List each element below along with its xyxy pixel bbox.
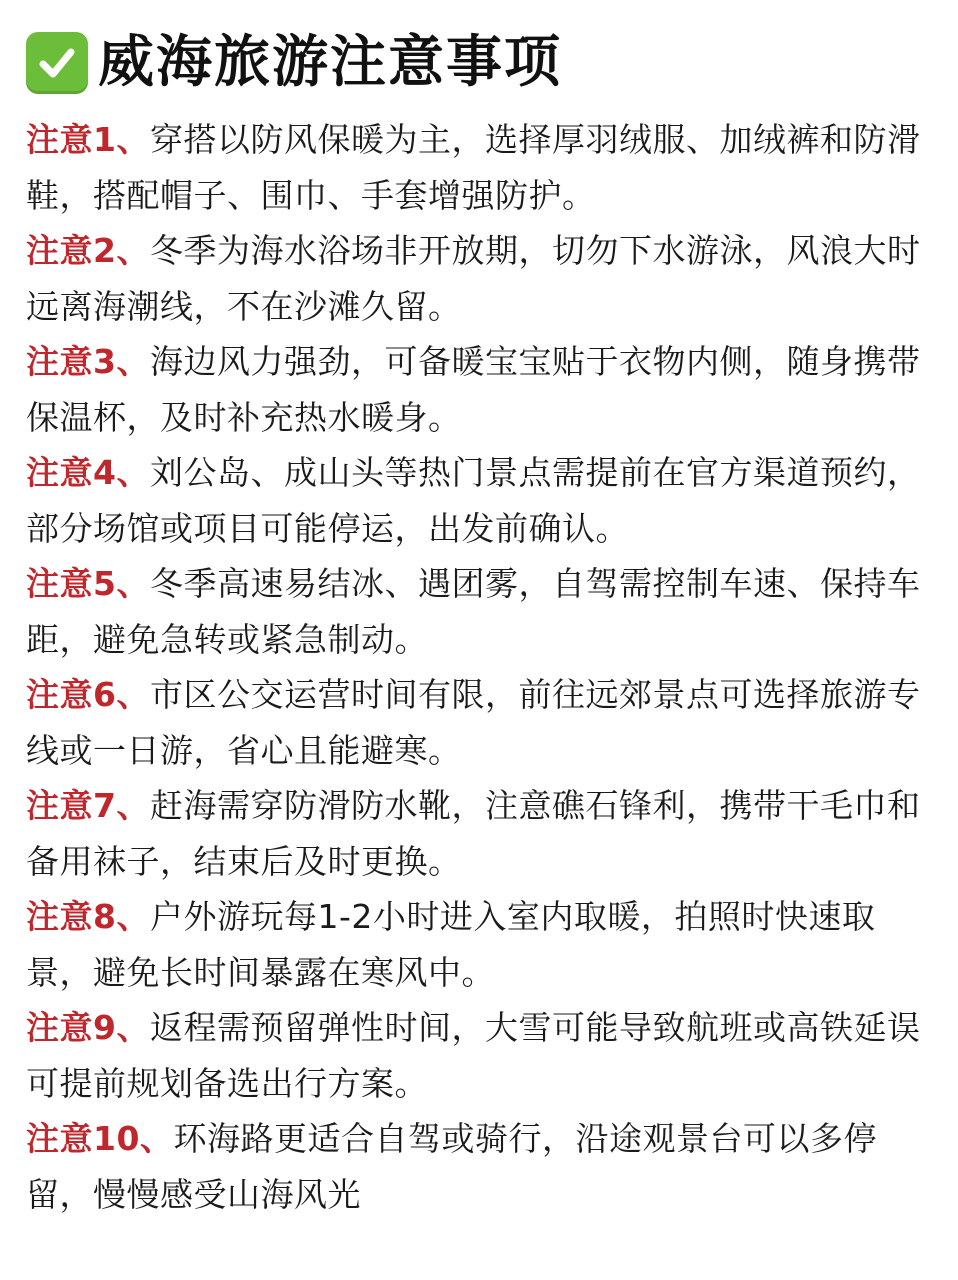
note-item: [26, 778, 932, 889]
notes-list: [26, 112, 932, 1222]
note-label: 注意7、: [26, 786, 150, 825]
note-item: [26, 1111, 932, 1222]
note-item: [26, 556, 932, 667]
note-label: 注意6、: [26, 675, 150, 714]
check-mark-icon: [26, 32, 88, 94]
note-label: 注意10、: [26, 1119, 174, 1158]
note-item: [26, 1000, 932, 1111]
note-text: 返程需预留弹性时间，大雪可能导致航班或高铁延误可提前规划备选出行方案。: [26, 1008, 921, 1103]
note-item: [26, 223, 932, 334]
note-text: 环海路更适合自驾或骑行，沿途观景台可以多停留，慢慢感受山海风光: [26, 1119, 877, 1214]
note-item: [26, 889, 932, 1000]
note-text: 海边风力强劲，可备暖宝宝贴于衣物内侧，随身携带保温杯，及时补充热水暖身。: [26, 342, 921, 437]
note-item: [26, 334, 932, 445]
note-text: 赶海需穿防滑防水靴，注意礁石锋利，携带干毛巾和备用袜子，结束后及时更换。: [26, 786, 921, 881]
note-text: 穿搭以防风保暖为主，选择厚羽绒服、加绒裤和防滑鞋，搭配帽子、围巾、手套增强防护。: [26, 120, 921, 215]
title-row: [26, 24, 932, 102]
note-item: [26, 445, 932, 556]
note-label: 注意3、: [26, 342, 150, 381]
note-text: 冬季高速易结冰、遇团雾，自驾需控制车速、保持车距，避免急转或紧急制动。: [26, 564, 921, 659]
check-mark-glyph: [35, 41, 79, 85]
note-label: 注意9、: [26, 1008, 150, 1047]
note-item: [26, 667, 932, 778]
note-item: [26, 112, 932, 223]
note-text: 户外游玩每1-2小时进入室内取暖，拍照时快速取景，避免长时间暴露在寒风中。: [26, 897, 876, 992]
note-label: 注意1、: [26, 120, 150, 159]
note-label: 注意5、: [26, 564, 150, 603]
note-label: 注意4、: [26, 453, 150, 492]
note-text: 市区公交运营时间有限，前往远郊景点可选择旅游专线或一日游，省心且能避寒。: [26, 675, 921, 770]
page-title: 威海旅游注意事项: [98, 30, 562, 95]
note-text: 刘公岛、成山头等热门景点需提前在官方渠道预约，部分场馆或项目可能停运，出发前确认。: [26, 453, 921, 548]
note-text: 冬季为海水浴场非开放期，切勿下水游泳，风浪大时远离海潮线，不在沙滩久留。: [26, 231, 921, 326]
note-label: 注意8、: [26, 897, 150, 936]
note-label: 注意2、: [26, 231, 150, 270]
